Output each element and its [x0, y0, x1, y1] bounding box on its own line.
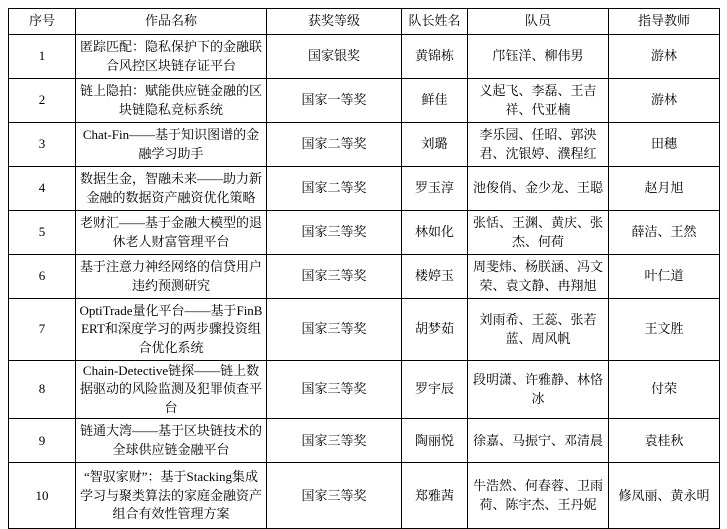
cell-captain: 陶丽悦 — [402, 419, 468, 463]
cell-name: 链通大湾——基于区块链技术的全球供应链金融平台 — [76, 419, 267, 463]
cell-no: 6 — [9, 255, 76, 299]
cell-members: 义起飞、李磊、王吉祥、代亚楠 — [468, 79, 609, 123]
cell-award: 国家三等奖 — [267, 419, 402, 463]
cell-captain: 刘璐 — [402, 123, 468, 167]
cell-advisor: 游林 — [609, 35, 720, 79]
cell-captain: 郑雅茜 — [402, 463, 468, 529]
table-row — [9, 255, 720, 299]
table-row — [9, 211, 720, 255]
cell-advisor: 付荣 — [609, 361, 720, 419]
cell-advisor: 赵月旭 — [609, 167, 720, 211]
table-row — [9, 299, 720, 361]
cell-name: Chain-Detective链探——链上数据驱动的风险监测及犯罪侦查平台 — [76, 361, 267, 419]
header-cell-members: 队员 — [468, 9, 609, 35]
cell-members: 牛浩然、何春蓉、卫雨荷、陈宇杰、王丹妮 — [468, 463, 609, 529]
cell-name: 老财汇——基于金融大模型的退休老人财富管理平台 — [76, 211, 267, 255]
header-cell-no: 序号 — [9, 9, 76, 35]
cell-advisor: 游林 — [609, 79, 720, 123]
cell-award: 国家三等奖 — [267, 361, 402, 419]
table-row — [9, 123, 720, 167]
table-row — [9, 419, 720, 463]
table-row — [9, 35, 720, 79]
cell-no: 3 — [9, 123, 76, 167]
table-header-row — [9, 9, 720, 35]
cell-award: 国家二等奖 — [267, 123, 402, 167]
table-row — [9, 361, 720, 419]
cell-captain: 胡梦茹 — [402, 299, 468, 361]
table-row — [9, 167, 720, 211]
cell-no: 7 — [9, 299, 76, 361]
cell-award: 国家三等奖 — [267, 255, 402, 299]
cell-captain: 罗玉淳 — [402, 167, 468, 211]
cell-name: 链上隐拍：赋能供应链金融的区块链隐私竞标系统 — [76, 79, 267, 123]
table-row — [9, 463, 720, 529]
cell-no: 10 — [9, 463, 76, 529]
cell-award: 国家银奖 — [267, 35, 402, 79]
cell-captain: 楼婷玉 — [402, 255, 468, 299]
cell-advisor: 薛洁、王然 — [609, 211, 720, 255]
cell-captain: 鲜佳 — [402, 79, 468, 123]
cell-captain: 黄锦栋 — [402, 35, 468, 79]
cell-advisor: 修凤丽、黄永明 — [609, 463, 720, 529]
cell-members: 徐嘉、马振宁、邓清晨 — [468, 419, 609, 463]
cell-no: 4 — [9, 167, 76, 211]
cell-no: 1 — [9, 35, 76, 79]
cell-no: 5 — [9, 211, 76, 255]
cell-name: “智驭家财”：基于Stacking集成学习与聚类算法的家庭金融资产组合有效性管理方案 — [76, 463, 267, 529]
cell-award: 国家三等奖 — [267, 299, 402, 361]
cell-no: 9 — [9, 419, 76, 463]
cell-members: 段明潇、许雅静、林恪冰 — [468, 361, 609, 419]
header-cell-name: 作品名称 — [76, 9, 267, 35]
cell-advisor: 叶仁道 — [609, 255, 720, 299]
cell-name: 匿踪匹配：隐私保护下的金融联合风控区块链存证平台 — [76, 35, 267, 79]
cell-members: 李乐园、任昭、郭泱君、沈银婷、濮程红 — [468, 123, 609, 167]
cell-members: 刘雨希、王蕊、张若蓝、周风帆 — [468, 299, 609, 361]
cell-captain: 林如化 — [402, 211, 468, 255]
cell-no: 2 — [9, 79, 76, 123]
header-cell-award: 获奖等级 — [267, 9, 402, 35]
cell-members: 周斐炜、杨朕涵、冯文荣、袁文静、冉翔旭 — [468, 255, 609, 299]
cell-award: 国家二等奖 — [267, 167, 402, 211]
award-results-table — [8, 8, 720, 529]
cell-members: 邝钰洋、柳伟男 — [468, 35, 609, 79]
table-row — [9, 79, 720, 123]
cell-name: Chat-Fin——基于知识图谱的金融学习助手 — [76, 123, 267, 167]
header-cell-advisor: 指导教师 — [609, 9, 720, 35]
cell-advisor: 田穗 — [609, 123, 720, 167]
cell-award: 国家三等奖 — [267, 211, 402, 255]
cell-no: 8 — [9, 361, 76, 419]
cell-name: 基于注意力神经网络的信贷用户违约预测研究 — [76, 255, 267, 299]
cell-award: 国家三等奖 — [267, 463, 402, 529]
cell-advisor: 袁桂秋 — [609, 419, 720, 463]
header-cell-captain: 队长姓名 — [402, 9, 468, 35]
cell-captain: 罗宇辰 — [402, 361, 468, 419]
cell-members: 池俊俏、金少龙、王聪 — [468, 167, 609, 211]
cell-award: 国家一等奖 — [267, 79, 402, 123]
cell-advisor: 王文胜 — [609, 299, 720, 361]
cell-members: 张恬、王渊、黄庆、张杰、何荷 — [468, 211, 609, 255]
cell-name: 数据生金，智融未来——助力新金融的数据资产融资优化策略 — [76, 167, 267, 211]
cell-name: OptiTrade量化平台——基于FinBERT和深度学习的两步骤投资组合优化系统 — [76, 299, 267, 361]
